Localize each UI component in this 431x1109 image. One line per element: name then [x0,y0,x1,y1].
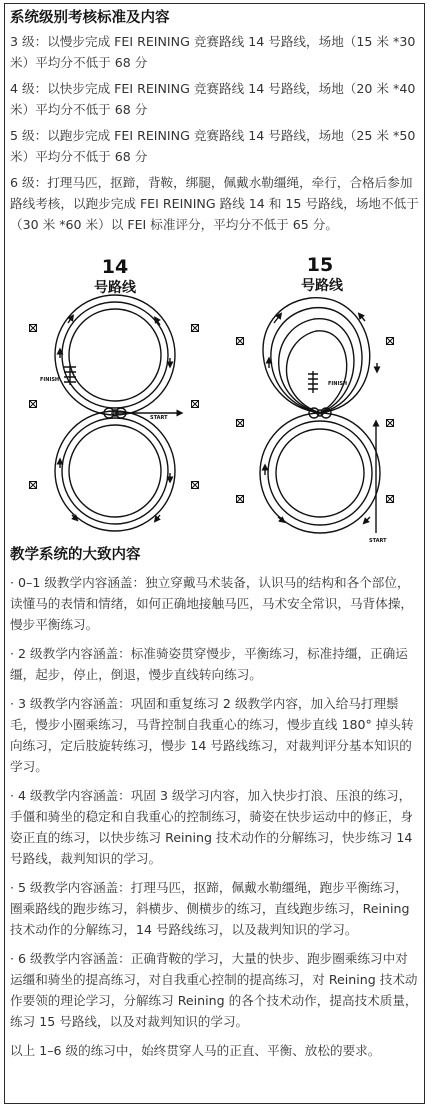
level-4-content: · 4 级教学内容涵盖：巩固 3 级学习内容，加入快步打浪、压浪的练习，手僵和骑坐的稳定和自我重心的控制练习，骑姿在快步运动中的修正，身姿正直的练习，以快步练习 Reining 技术动作的分解练习，快步练习 14 号路线，裁判知识的学习。 [10,788,413,866]
level-3-content: · 3 级教学内容涵盖：巩固和重复练习 2 级教学内容，加入给马打理鬃毛，慢步小圈乘练习，马背控制自我重心的练习，慢步直线 180° 掉头转向练习，定后肢旋转练习，慢步 14 号路线练习，对裁判评分基本知识的学习。 [10,696,414,774]
pattern-14-finish: FINISH [40,377,60,383]
pattern-15-number: 15 [306,254,334,276]
assessment-section [10,8,420,235]
pattern-15-diagram [237,254,394,543]
level-6-requirement: 6 级：打理马匹，抠蹄，背鞍，绑腿，佩戴水勒缰绳，牵行，合格后参加路线考核，以跑步完成 FEI REINING 路线 14 和 15 号路线，场地不低于（30 米 *60 米）以 FEI 标准评分，平均分不低于 65 分。 [10,175,419,232]
reining-patterns-svg [10,253,420,543]
pattern-14-label: 号路线 [94,280,136,296]
level-6-content: · 6 级教学内容涵盖：正确背鞍的学习，大量的快步、跑步圈乘练习中对运缰和骑坐的提高练习，对自我重心控制的提高练习，对 Reining 技术动作要领的理论学习，分解练习 Reining 的各个技术动作，提高技术质量，练习 15 号路线，以及对裁判知识的学习。 [10,951,418,1029]
level-2-content: · 2 级教学内容涵盖：标准骑姿贯穿慢步，平衡练习，标准持缰，正确运缰，起步，停止，倒退，慢步直线转向练习。 [10,646,408,682]
document-content [10,8,420,1061]
level-5-content: · 5 级教学内容涵盖：打理马匹，抠蹄，佩戴水勒缰绳，跑步平衡练习，圈乘路线的跑步练习，斜横步、侧横步的练习，直线跑步练习，Reining 技术动作的分解练习，14 号路线练习，以及裁判知识的学习。 [10,880,410,937]
pattern-15-start: START [369,538,387,543]
pattern-15-finish: FINISH [328,381,348,387]
pattern-15-label: 号路线 [301,278,343,294]
pattern-14-number: 14 [101,256,129,278]
pattern-14-start: START [150,415,168,421]
teaching-section [10,545,420,1061]
level-3-requirement: 3 级：以慢步完成 FEI REINING 竞赛路线 14 号路线，场地（15 米 *30 米）平均分不低于 68 分 [10,34,416,70]
reining-patterns-figure [10,253,420,543]
section-title-assessment: 系统级别考核标准及内容 [10,10,170,26]
level-5-requirement: 5 级：以跑步完成 FEI REINING 竞赛路线 14 号路线，场地（25 米 *50 米）平均分不低于 68 分 [10,128,416,164]
level-4-requirement: 4 级：以快步完成 FEI REINING 竞赛路线 14 号路线，场地（20 米 *40 米）平均分不低于 68 分 [10,81,416,117]
section-title-teaching: 教学系统的大致内容 [10,547,141,563]
summary-note: 以上 1–6 级的练习中，始终贯穿人马的正直、平衡、放松的要求。 [10,1043,381,1058]
pattern-14-diagram [30,256,199,531]
level-0-1-content: · 0–1 级教学内容涵盖：独立穿戴马术装备，认识马的结构和各个部位，读懂马的表情和情绪，如何正确地接触马匹，马术安全常识，马背体操，慢步平衡练习。 [10,575,413,632]
